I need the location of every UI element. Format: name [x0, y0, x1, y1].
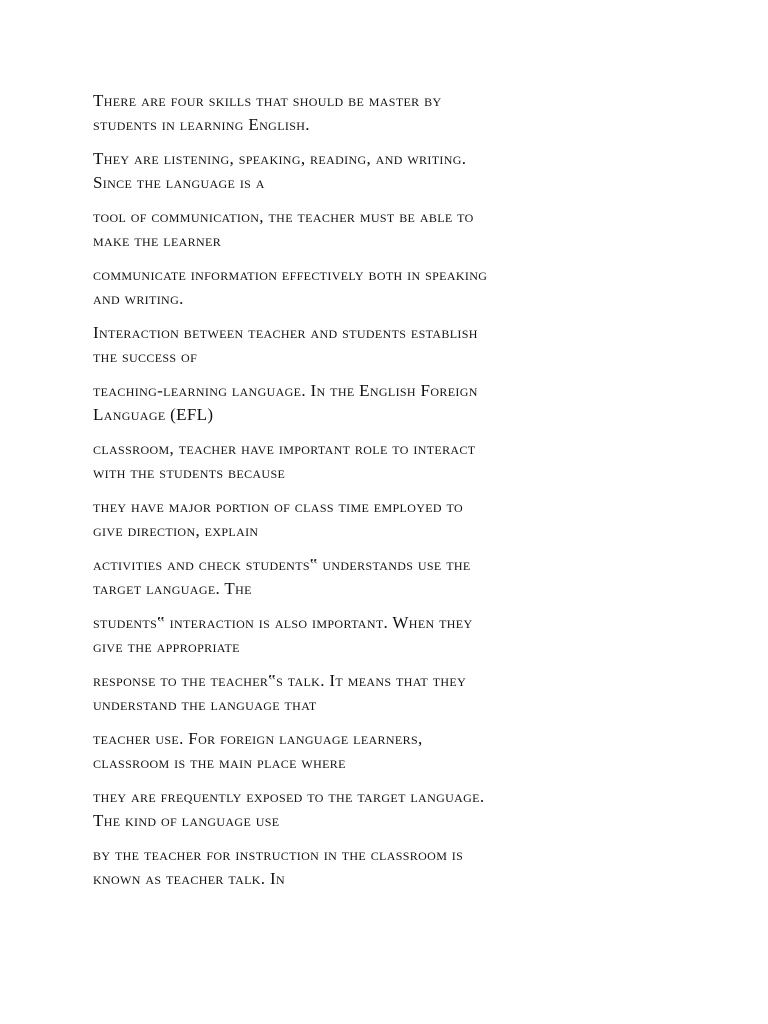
- text-line: give direction, explain: [93, 521, 259, 540]
- text-line: they are frequently exposed to the target language.: [93, 787, 485, 806]
- text-line: the success of: [93, 347, 198, 366]
- paragraph: [93, 263, 683, 311]
- paragraph: [93, 321, 683, 369]
- text-line: understand the language that: [93, 695, 317, 714]
- text-line: communicate information effectively both in speaking: [93, 265, 488, 284]
- paragraph: [93, 495, 683, 543]
- paragraph: [93, 89, 683, 137]
- paragraph: [93, 611, 683, 659]
- text-line: The kind of language use: [93, 811, 280, 830]
- paragraph: [93, 205, 683, 253]
- text-line: by the teacher for instruction in the classroom is: [93, 845, 464, 864]
- paragraph: [93, 843, 683, 891]
- text-line: with the students because: [93, 463, 286, 482]
- text-line: and writing.: [93, 289, 184, 308]
- paragraph: [93, 727, 683, 775]
- text-line: Since the language is a: [93, 173, 265, 192]
- paragraph: [93, 669, 683, 717]
- paragraph: [93, 379, 683, 427]
- body-text: [93, 89, 683, 901]
- text-line: students in learning English.: [93, 115, 310, 134]
- text-line: There are four skills that should be master by: [93, 91, 442, 110]
- text-line: Language (EFL): [93, 405, 214, 424]
- paragraph: [93, 437, 683, 485]
- text-line: classroom, teacher have important role to interact: [93, 439, 476, 458]
- text-line: teacher use. For foreign language learners,: [93, 729, 423, 748]
- text-line: Interaction between teacher and students establish: [93, 323, 478, 342]
- paragraph: [93, 553, 683, 601]
- text-line: give the appropriate: [93, 637, 240, 656]
- text-line: target language. The: [93, 579, 252, 598]
- text-line: tool of communication, the teacher must be able to: [93, 207, 474, 226]
- text-line: classroom is the main place where: [93, 753, 346, 772]
- paragraph: [93, 147, 683, 195]
- text-line: students‟ interaction is also important. When they: [93, 613, 473, 632]
- text-line: teaching-learning language. In the English Foreign: [93, 381, 478, 400]
- paragraph: [93, 785, 683, 833]
- text-line: activities and check students‟ understands use the: [93, 555, 471, 574]
- text-line: known as teacher talk. In: [93, 869, 286, 888]
- text-line: They are listening, speaking, reading, and writing.: [93, 149, 467, 168]
- text-line: they have major portion of class time employed to: [93, 497, 464, 516]
- text-line: make the learner: [93, 231, 222, 250]
- text-line: response to the teacher‟s talk. It means that they: [93, 671, 467, 690]
